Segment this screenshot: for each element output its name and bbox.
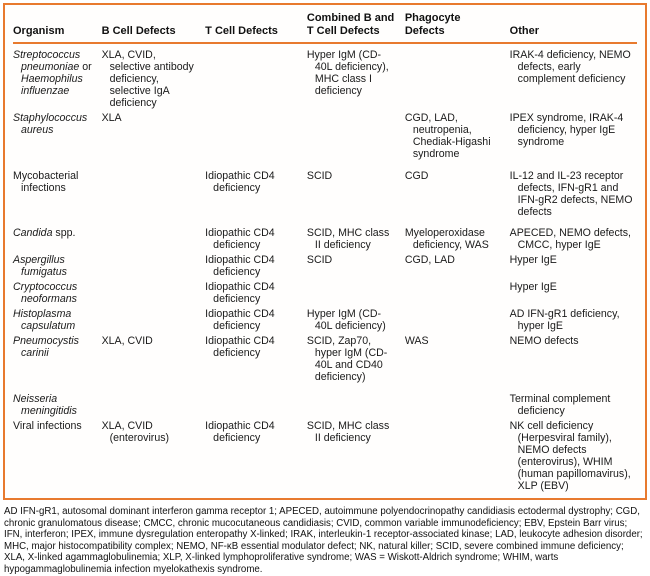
other-cell: NEMO defects: [509, 335, 579, 347]
combined-cell: SCID, MHC class II deficiency: [306, 419, 390, 444]
phagocyte-cell: CGD, LAD, neutropenia, Chediak-Higashi syndrome: [404, 112, 491, 160]
organism-name-italic: Streptococcus pneumoniae: [13, 49, 81, 73]
t-cell-cell: Idiopathic CD4 deficiency: [205, 419, 275, 444]
organism-name-italic: Histoplasma capsulatum: [13, 308, 76, 332]
column-header-phagocyte-defects: Phagocyte Defects: [404, 12, 461, 37]
b-cell-cell: XLA, CVID: [101, 335, 153, 347]
t-cell-cell: Idiopathic CD4 deficiency: [205, 281, 275, 305]
b-cell-cell: [102, 168, 206, 226]
immunodeficiency-table-box: [3, 3, 647, 500]
organism-cell: [13, 391, 102, 418]
organism-cell: [13, 418, 102, 493]
column-header-combined-b-t-cell-defects: Combined B and T Cell Defects: [306, 12, 395, 37]
other-cell: IL-12 and IL-23 receptor defects, IFN-gR1 and IFN-gR2 defects, NEMO defects: [509, 169, 633, 218]
abbreviations-footnote: AD IFN-gR1, autosomal dominant interferon gamma receptor 1; APECED, autoimmune polyendocrinopathy candidiasis ectodermal dystrophy; CGD, chronic granulomatous disease; CMCC, chronic mucocutaneous candidiasis; CVID, common variable immunodeficiency; EBV, Epstein Barr virus; IFN, interferon; IPEX, immune dysregulation enteropathy X-linked; IRAK, interleukin-1 receptor-associated kinase; LAD, leukocyte adhesion disorder; MHC, major histocompatibility complex; NEMO, NF-κB essential modulator defect; NK, natural killer; SCID, severe combined immune deficiency; XLA, X-linked agammaglobulinemia; XLP, X-linked lymphoproliferative syndrome; WAS = Wiskott-Aldrich syndrome; WHIM, warts hypogammaglobulinemia infection myelokathexis syndrome.: [4, 506, 643, 575]
b-cell-cell: [102, 307, 206, 334]
phagocyte-cell: [405, 307, 510, 334]
phagocyte-cell: Myeloperoxidase deficiency, WAS: [404, 227, 489, 251]
t-cell-cell: Idiopathic CD4 deficiency: [205, 227, 275, 251]
table-row: [13, 391, 637, 418]
organism-name-plain: Mycobacterial infections: [13, 169, 79, 194]
combined-cell: Hyper IgM (CD-40L deficiency), MHC class I deficiency: [306, 49, 389, 97]
combined-cell: SCID: [306, 254, 333, 266]
organism-name-plain: or: [79, 61, 92, 73]
table-row: [13, 253, 637, 280]
organism-cell: [13, 226, 102, 253]
combined-cell: SCID: [306, 169, 333, 182]
combined-cell: SCID, Zap70, hyper IgM (CD-40L and CD40 deficiency): [306, 335, 388, 383]
t-cell-cell: [205, 43, 307, 111]
b-cell-cell: [102, 226, 206, 253]
phagocyte-cell: [405, 43, 510, 111]
organism-name-italic: Haemophilus influenzae: [21, 73, 83, 97]
t-cell-cell: Idiopathic CD4 deficiency: [205, 254, 275, 278]
table-row: [13, 334, 637, 392]
t-cell-cell: Idiopathic CD4 deficiency: [205, 308, 275, 332]
organism-cell: [13, 280, 102, 307]
b-cell-cell: XLA, CVID, selective antibody deficiency, selective IgA deficiency: [101, 49, 194, 109]
phagocyte-cell: [405, 280, 510, 307]
other-cell: Terminal complement deficiency: [509, 392, 611, 417]
b-cell-cell: [102, 253, 206, 280]
table-row: [13, 280, 637, 307]
organism-name-italic: Aspergillus fumigatus: [13, 254, 67, 278]
immunodeficiency-table: [13, 8, 637, 493]
b-cell-cell: [102, 391, 206, 418]
table-body: [13, 43, 637, 493]
other-cell: APECED, NEMO defects, CMCC, hyper IgE: [509, 227, 631, 251]
other-cell: NK cell deficiency (Herpesviral family), NEMO defects (enterovirus), WHIM (human papillomavirus), XLP (EBV): [509, 419, 631, 492]
organism-name-italic: Cryptococcus neoformans: [13, 281, 78, 305]
t-cell-cell: [205, 111, 307, 169]
organism-name-italic: Pneumocystis carinii: [13, 335, 79, 359]
combined-cell: [307, 111, 405, 169]
organism-cell: [13, 334, 102, 392]
organism-cell: [13, 168, 102, 226]
organism-cell: [13, 307, 102, 334]
t-cell-cell: Idiopathic CD4 deficiency: [205, 335, 275, 359]
organism-cell: [13, 43, 102, 111]
table-row: [13, 418, 637, 493]
other-cell: IRAK-4 deficiency, NEMO defects, early complement deficiency: [509, 49, 631, 85]
t-cell-cell: Idiopathic CD4 deficiency: [205, 169, 275, 194]
t-cell-cell: [205, 391, 307, 418]
organism-cell: [13, 111, 102, 169]
table-row: [13, 168, 637, 226]
column-header-organism: Organism: [13, 24, 65, 37]
combined-cell: Hyper IgM (CD-40L deficiency): [306, 308, 386, 332]
other-cell: Hyper IgE: [509, 281, 557, 293]
organism-name-italic: Neisseria meningitidis: [13, 392, 77, 417]
combined-cell: [307, 391, 405, 418]
organism-name-italic: Candida: [13, 227, 53, 239]
b-cell-cell: XLA, CVID (enterovirus): [101, 419, 170, 444]
organism-cell: [13, 253, 102, 280]
phagocyte-cell: WAS: [404, 335, 429, 347]
table-row: [13, 307, 637, 334]
combined-cell: [307, 280, 405, 307]
table-row: [13, 43, 637, 111]
other-cell: IPEX syndrome, IRAK-4 deficiency, hyper IgE syndrome: [509, 112, 624, 148]
table-row: [13, 226, 637, 253]
organism-name-plain: spp.: [52, 227, 76, 239]
column-header-b-cell-defects: B Cell Defects: [101, 24, 176, 37]
phagocyte-cell: [405, 391, 510, 418]
column-header-other: Other: [509, 24, 539, 37]
phagocyte-cell: [405, 418, 510, 493]
column-header-t-cell-defects: T Cell Defects: [205, 24, 278, 37]
organism-name-italic: Staphylococcus aureus: [13, 112, 88, 136]
phagocyte-cell: CGD: [404, 169, 429, 182]
other-cell: Hyper IgE: [509, 254, 557, 266]
table-row: [13, 111, 637, 169]
other-cell: AD IFN-gR1 deficiency, hyper IgE: [509, 308, 620, 332]
b-cell-cell: XLA: [101, 112, 122, 124]
b-cell-cell: [102, 280, 206, 307]
phagocyte-cell: CGD, LAD: [404, 254, 455, 266]
header-row: [13, 8, 637, 43]
organism-name-plain: Viral infections: [13, 419, 82, 432]
combined-cell: SCID, MHC class II deficiency: [306, 227, 390, 251]
